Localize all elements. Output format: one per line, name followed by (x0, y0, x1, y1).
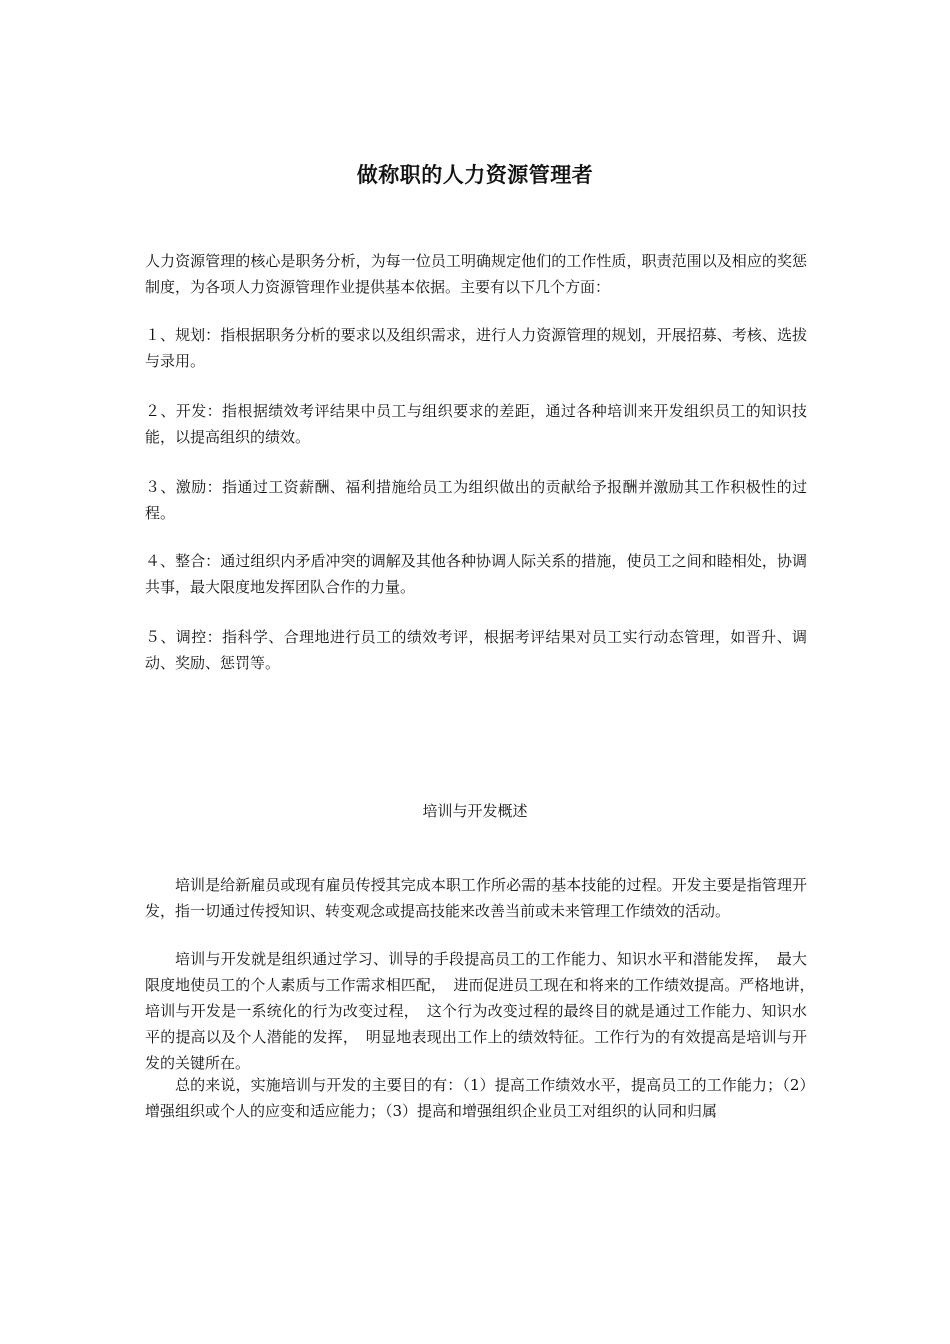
intro-paragraph: 人力资源管理的核心是职务分析，为每一位员工明确规定他们的工作性质，职责范围以及相应的奖惩制度，为各项人力资源管理作业提供基本依据。主要有以下几个方面： (145, 252, 807, 296)
list-item-planning: １、规划：指根据职务分析的要求以及组织需求，进行人力资源管理的规划，开展招募、考核、选拔与录用。 (145, 326, 807, 370)
section-title: 培训与开发概述 (422, 802, 528, 820)
list-item-motivation: ３、激励：指通过工资薪酬、福利措施给员工为组织做出的贡献给予报酬并激励其工作积极性的过程。 (145, 478, 807, 522)
list-item-integration: ４、整合：通过组织内矛盾冲突的调解及其他各种协调人际关系的措施，使员工之间和睦相处，协调共事，最大限度地发挥团队合作的力量。 (145, 552, 807, 596)
list-item-control: ５、调控：指科学、合理地进行员工的绩效考评，根据考评结果对员工实行动态管理，如晋升、调动、奖励、惩罚等。 (145, 628, 807, 672)
document-title: 做称职的人力资源管理者 (356, 162, 594, 187)
list-item-development: ２、开发：指根据绩效考评结果中员工与组织要求的差距，通过各种培训来开发组织员工的知识技能，以提高组织的绩效。 (145, 402, 807, 446)
section-paragraph-3: 总的来说，实施培训与开发的主要目的有：（1）提高工作绩效水平，提高员工的工作能力；（2）增强组织或个人的应变和适应能力；（3）提高和增强组织企业员工对组织的认同和归属 (145, 1076, 807, 1120)
section-paragraph-1: 培训是给新雇员或现有雇员传授其完成本职工作所必需的基本技能的过程。开发主要是指管理开发，指一切通过传授知识、转变观念或提高技能来改善当前或未来管理工作绩效的活动。 (145, 876, 807, 920)
section-paragraph-2: 培训与开发就是组织通过学习、训导的手段提高员工的工作能力、知识水平和潜能发挥， 最大限度地使员工的个人素质与工作需求相匹配， 进而促进员工现在和将来的工作绩效提高。严格地讲， 培训与开发是一系统化的行为改变过程， 这个行为改变过程的最终目的就是通过工作能力、知识水平的提高以及个人潜能的发挥， 明显地表现出工作上的绩效特征。工作行为的有效提高是培训与开发的关键所在。 (145, 950, 823, 1072)
